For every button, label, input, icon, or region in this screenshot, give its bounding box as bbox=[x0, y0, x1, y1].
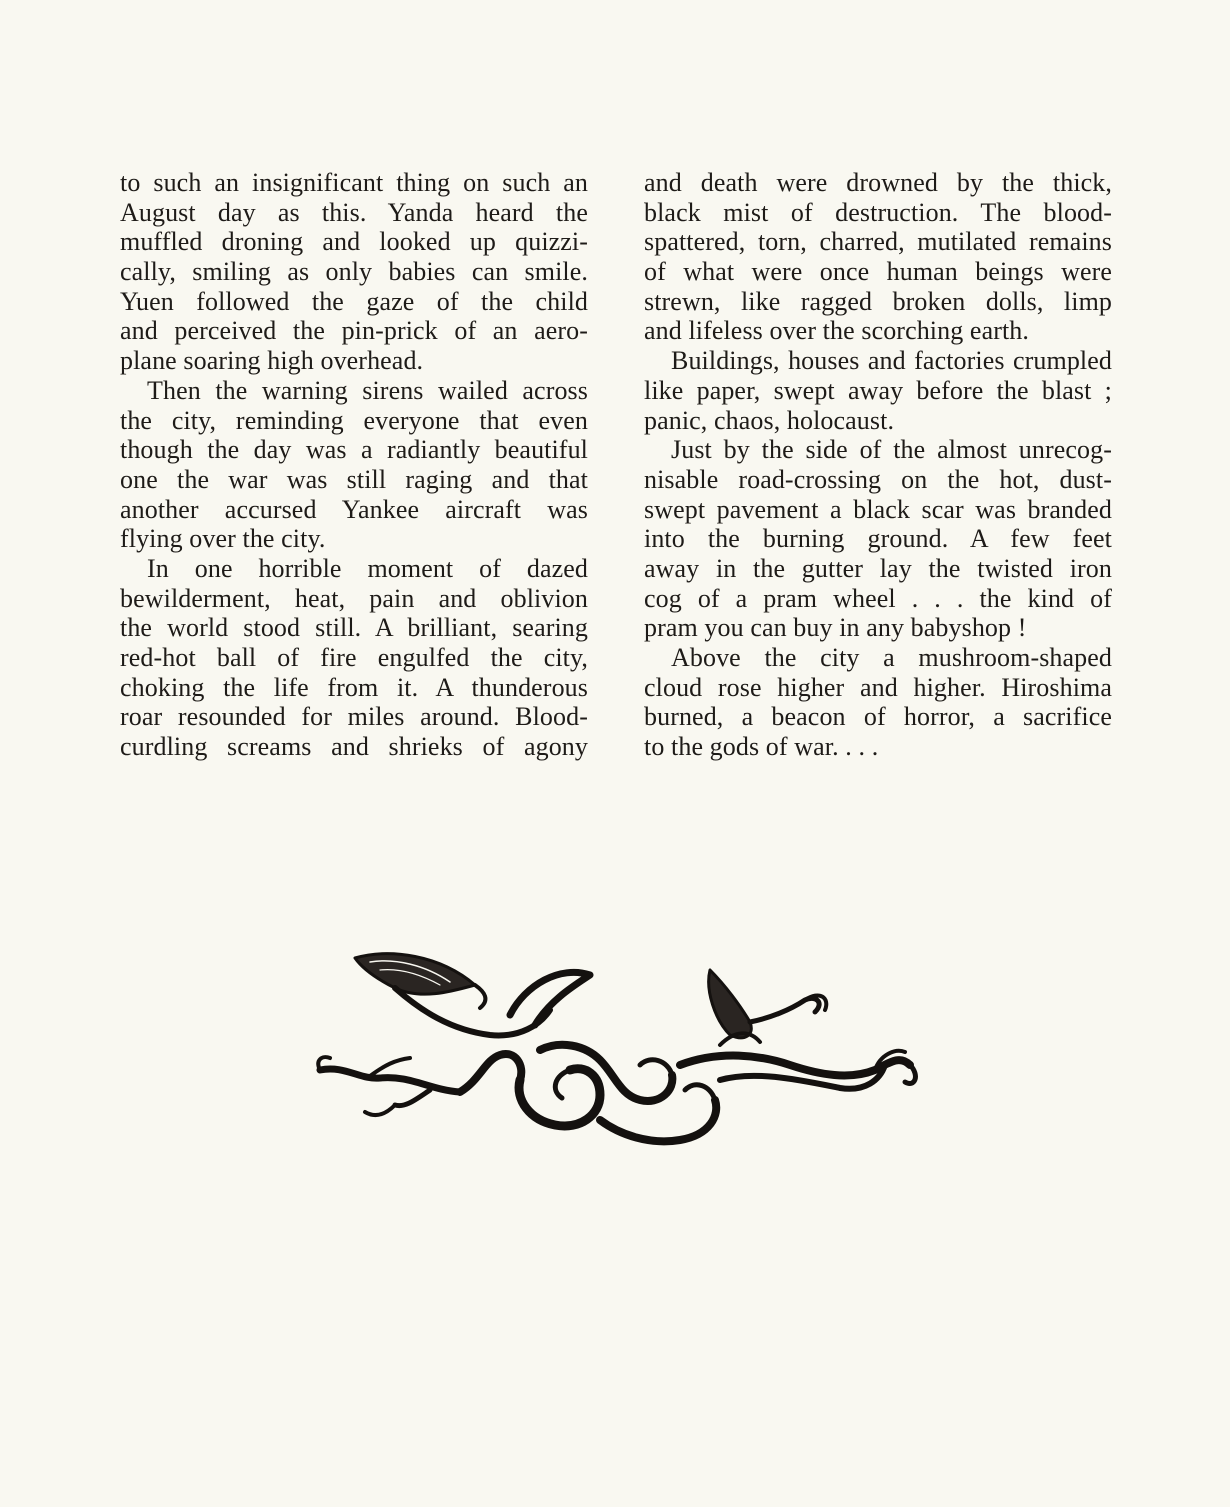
text-line: muffled droning and looked up quizzi- bbox=[120, 227, 588, 257]
text-line: spattered, torn, charred, mutilated remains bbox=[644, 227, 1112, 257]
text-line: red-hot ball of fire engulfed the city, bbox=[120, 643, 588, 672]
text-line: to the gods of war. . . . bbox=[644, 732, 879, 762]
text-line: and perceived the pin-prick of an aero- bbox=[120, 316, 588, 346]
text-line: choking the life from it. A thunderous bbox=[120, 672, 588, 702]
left-text-column bbox=[120, 168, 588, 762]
text-line: one the war was still raging and that bbox=[120, 464, 588, 494]
text-line: the world stood still. A brilliant, searing bbox=[120, 613, 588, 643]
text-line: burned, a beacon of horror, a sacrifice bbox=[644, 702, 1112, 732]
text-line: pram you can buy in any babyshop ! bbox=[644, 613, 1027, 643]
text-line: the city, reminding everyone that even bbox=[120, 405, 588, 435]
text-line: of what were once human beings were bbox=[644, 257, 1112, 287]
text-line: roar resounded for miles around. Blood- bbox=[120, 702, 588, 732]
text-line: into the burning ground. A few feet bbox=[644, 524, 1112, 554]
text-line: Then the warning sirens wailed across bbox=[147, 375, 588, 405]
text-line: curdling screams and shrieks of agony bbox=[120, 732, 588, 762]
text-line: Above the city a mushroom-shaped bbox=[671, 643, 1112, 672]
text-line: nisable road-crossing on the hot, dust- bbox=[644, 464, 1112, 494]
right-text-column bbox=[644, 168, 1112, 762]
text-line: Just by the side of the almost unrecog- bbox=[671, 435, 1112, 465]
text-line: plane soaring high overhead. bbox=[120, 346, 424, 376]
text-line: though the day was a radiantly beautiful bbox=[120, 435, 588, 465]
text-line: and death were drowned by the thick, bbox=[644, 168, 1112, 197]
text-line: like paper, swept away before the blast ; bbox=[644, 375, 1112, 405]
text-line: black mist of destruction. The blood- bbox=[644, 197, 1112, 227]
text-line: flying over the city. bbox=[120, 524, 326, 554]
text-line: cally, smiling as only babies can smile. bbox=[120, 257, 588, 287]
text-line: bewilderment, heat, pain and oblivion bbox=[120, 583, 588, 613]
text-line: swept pavement a black scar was branded bbox=[644, 494, 1112, 524]
text-line: panic, chaos, holocaust. bbox=[644, 405, 895, 435]
text-line: Buildings, houses and factories crumpled bbox=[671, 346, 1112, 376]
text-line: strewn, like ragged broken dolls, limp bbox=[644, 286, 1112, 316]
text-line: In one horrible moment of dazed bbox=[147, 553, 588, 583]
text-line: August day as this. Yanda heard the bbox=[120, 197, 588, 227]
text-line: to such an insignificant thing on such an bbox=[120, 168, 588, 197]
text-line: Yuen followed the gaze of the child bbox=[120, 286, 588, 316]
text-line: cloud rose higher and higher. Hiroshima bbox=[644, 672, 1112, 702]
ink-flourish-ornament bbox=[300, 930, 940, 1170]
text-line: and lifeless over the scorching earth. bbox=[644, 316, 1029, 346]
text-line: away in the gutter lay the twisted iron bbox=[644, 553, 1112, 583]
text-line: cog of a pram wheel . . . the kind of bbox=[644, 583, 1112, 613]
text-line: another accursed Yankee aircraft was bbox=[120, 494, 588, 524]
